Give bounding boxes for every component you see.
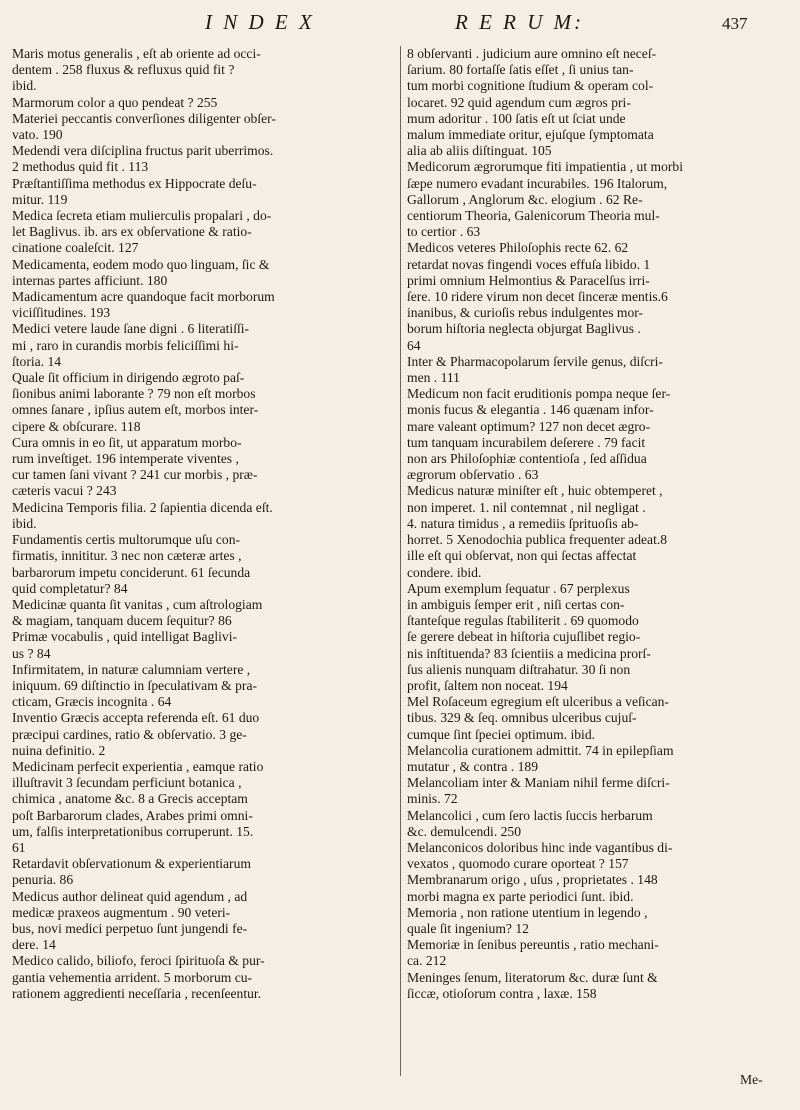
index-entry-line: rum inveſtiget. 196 intemperate viventes ,: [12, 451, 239, 467]
index-entry-line: Madicamentum acre quandoque facit morborum: [12, 289, 275, 305]
index-entry-line: alia ab aliis diſtinguat. 105: [407, 143, 552, 159]
index-entry: [12, 435, 393, 500]
index-entry-line: profit, ſaltem non noceat. 194: [407, 677, 568, 693]
index-entry: [12, 500, 393, 532]
index-entry-line: minis. 72: [407, 791, 458, 807]
running-header: [0, 10, 800, 44]
index-entry-line: Cura omnis in eo ſit, ut apparatum morbo-: [12, 434, 242, 450]
index-entry-line: non ars Philoſophiæ contentioſa , ſed aſſidua: [407, 451, 647, 467]
index-entry: [407, 694, 785, 743]
index-entry-line: dere. 14: [12, 937, 56, 953]
index-entry-line: Fundamentis certis multorumque uſu con-: [12, 532, 241, 548]
index-entry-line: nis inſtituenda? 83 ſcientiis a medicina prorſ-: [407, 645, 651, 661]
index-entry-line: 61: [12, 839, 26, 855]
index-entry-line: penuria. 86: [12, 872, 74, 888]
index-entry: [12, 629, 393, 661]
index-entry-line: mitur. 119: [12, 191, 68, 207]
index-entry-line: cticam, Græcis incognita . 64: [12, 694, 172, 710]
index-entry-line: &c. demulcendi. 250: [407, 823, 522, 839]
index-entry: [407, 581, 785, 694]
index-entry: [12, 710, 393, 759]
index-entry-line: & magiam, tanquam ducem ſequitur? 86: [12, 613, 232, 629]
index-entry-line: vexatos , quomodo curare oporteat ? 157: [407, 856, 629, 872]
index-entry: [407, 159, 785, 240]
index-entry: [12, 143, 393, 175]
index-entry-line: gantia vehementia arrident. 5 morborum cu-: [12, 969, 253, 985]
index-entry-line: firmatis, innititur. 3 nec non cæteræ artes ,: [12, 548, 242, 564]
index-column-right: [407, 46, 785, 1086]
index-entry: [407, 808, 785, 840]
index-entry-line: ſionibus animi laborante ? 79 non eſt morbos: [12, 386, 256, 402]
index-entry-line: let Baglivus. ib. ars ex obſervatione & ratio-: [12, 224, 252, 240]
index-entry-line: Melancoliam inter & Maniam nihil ferme diſcri-: [407, 775, 670, 791]
index-entry-line: 8 obſervanti . judicium aure omnino eſt neceſ-: [407, 46, 657, 61]
index-entry-line: Medici vetere laude ſane digni . 6 literatiſſi-: [12, 321, 250, 337]
index-entry-line: Infirmitatem, in naturæ calumniam vertere ,: [12, 661, 251, 677]
index-entry: [407, 905, 785, 937]
index-entry-line: Medicus author delineat quid agendum , ad: [12, 888, 248, 904]
index-entry-line: primi omnium Helmontius & Paracelſus irri-: [407, 272, 650, 288]
index-entry: [12, 759, 393, 856]
column-divider: [400, 46, 401, 1076]
index-entry: [12, 532, 393, 597]
index-entry-line: Medicorum ægrorumque fiti impatientia , ut morbi: [407, 159, 683, 175]
index-entry-line: us ? 84: [12, 645, 51, 661]
index-entry-line: ſus alienis nunquam diſtrahatur. 30 ſi non: [407, 661, 631, 677]
index-entry-line: Medico calido, biliofo, feroci ſpirituoſa & pur-: [12, 953, 265, 969]
index-entry-line: Marmorum color a quo pendeat ? 255: [12, 94, 218, 110]
index-entry-line: locaret. 92 quid agendum cum ægros pri-: [407, 94, 631, 110]
index-entry-line: malum immediate oritur, ejuſque ſymptomata: [407, 127, 654, 143]
index-entry-line: cæteris vacui ? 243: [12, 483, 117, 499]
index-entry-line: Gallorum , Anglorum &c. elogium . 62 Re-: [407, 191, 643, 207]
index-entry: [12, 370, 393, 435]
index-entry-line: Primæ vocabulis , quid intelligat Baglivi-: [12, 629, 238, 645]
index-entry-line: Medicinam perfecit experientia , eamque ratio: [12, 758, 264, 774]
page-number: 437: [722, 14, 748, 33]
index-entry-line: ægrorum obſervatio . 63: [407, 467, 539, 483]
index-entry: [407, 840, 785, 872]
index-entry-line: retardat novas fingendi voces effuſa libido. 1: [407, 256, 651, 272]
index-entry-line: Medendi vera diſciplina fructus parit uberrimos.: [12, 143, 274, 159]
index-entry-line: Meninges ſenum, literatorum &c. duræ ſunt &: [407, 969, 658, 985]
index-entry-line: cipere & obſcurare. 118: [12, 418, 141, 434]
index-entry-line: Melanconicos doloribus hinc inde vagantibus di-: [407, 839, 673, 855]
index-entry-line: borum hiſtoria neglecta objurgat Baglivus .: [407, 321, 641, 337]
index-entry-line: ſæpe numero evadant incurabiles. 196 Italorum,: [407, 175, 668, 191]
index-entry-line: cinatione coaleſcit. 127: [12, 240, 139, 256]
index-entry-line: Medicum non facit eruditionis pompa neque ſer-: [407, 386, 671, 402]
index-entry-line: condere. ibid.: [407, 564, 482, 580]
index-entry-line: cur tamen ſani vivant ? 241 cur morbis , præ-: [12, 467, 258, 483]
index-entry-line: inanibus, & curioſis rebus indulgentes mor-: [407, 305, 644, 321]
index-entry: [12, 597, 393, 629]
index-entry-line: 4. natura timidus , a remediis ſprituoſis ab-: [407, 515, 639, 531]
index-entry-line: Medicos veteres Philoſophis recte 62. 62: [407, 240, 629, 256]
index-entry: [12, 176, 393, 208]
index-entry-line: quid completatur? 84: [12, 580, 128, 596]
index-entry-line: morbi magna ex parte periodici ſunt. ibid.: [407, 888, 634, 904]
index-entry: [12, 111, 393, 143]
index-entry: [12, 208, 393, 257]
index-entry-line: rationem aggredienti neceſſaria , recenſeentur.: [12, 985, 262, 1001]
index-entry-line: ſe gerere debeat in hiſtoria cujuſlibet regio-: [407, 629, 641, 645]
index-entry-line: mi , raro in curandis morbis feliciſſimi hi-: [12, 337, 239, 353]
index-entry-line: ſarium. 80 fortaſſe ſatis eſſet , ſi unius tan-: [407, 62, 634, 78]
index-entry: [407, 240, 785, 353]
index-entry-line: tum morbi cognitione ſtudium & operam col-: [407, 78, 654, 94]
index-entry-line: monis fucus & elegantia . 146 quænam infor-: [407, 402, 654, 418]
index-entry-line: Medicus naturæ miniſter eſt , huic obtemperet ,: [407, 483, 663, 499]
index-entry-line: Medicamenta, eodem modo quo linguam, ſic &: [12, 256, 270, 272]
index-entry-line: nuina definitio. 2: [12, 742, 106, 758]
index-entry-line: Maris motus generalis , eſt ab oriente ad occi-: [12, 46, 261, 61]
index-entry: [407, 46, 785, 159]
index-entry: [407, 970, 785, 1002]
index-entry-line: barbarorum impetu conciderunt. 61 ſecunda: [12, 564, 251, 580]
index-entry-line: chimica , anatome &c. 8 a Grecis acceptam: [12, 791, 248, 807]
index-entry-line: Apum exemplum ſequatur . 67 perplexus: [407, 580, 630, 596]
index-entry-line: mare valeant optimum? 127 non decet ægro-: [407, 418, 651, 434]
index-entry-line: Materiei peccantis converſiones diligenter obſer-: [12, 110, 276, 126]
index-entry-line: Memoriæ in ſenibus pereuntis , ratio mechani-: [407, 937, 659, 953]
index-entry-line: in ambiguis ſemper erit , niſi certas con-: [407, 596, 625, 612]
index-entry-line: dentem . 258 fluxus & refluxus quid fit ?: [12, 62, 235, 78]
index-entry: [407, 937, 785, 969]
index-entry-line: internas partes afficiunt. 180: [12, 272, 168, 288]
index-entry-line: Medicina Temporis filia. 2 ſapientia dicenda eſt.: [12, 499, 273, 515]
index-entry-line: Retardavit obſervationum & experientiarum: [12, 856, 251, 872]
index-entry-line: centiorum Theoria, Galenicorum Theoria mul-: [407, 208, 660, 224]
index-entry: [407, 386, 785, 483]
index-entry-line: 64: [407, 337, 421, 353]
index-entry-line: tum tanquam incurabilem deſerere . 79 facit: [407, 434, 646, 450]
index-entry: [407, 743, 785, 775]
index-entry-line: Inter & Pharmacopolarum ſervile genus, diſcri-: [407, 353, 663, 369]
index-entry-line: iniquum. 69 diſtinctio in ſpeculativam & pra-: [12, 677, 258, 693]
index-entry-line: bus, novi medici perpetuo ſunt jungendi fe-: [12, 920, 248, 936]
index-entry-line: Quale ſit officium in dirigendo ægroto paſ-: [12, 370, 245, 386]
index-entry-line: cumque ſint ſpeciei optimum. ibid.: [407, 726, 596, 742]
header-index-title: I N D E X: [205, 10, 315, 34]
index-entry-line: ſtoria. 14: [12, 353, 62, 369]
index-column-left: [12, 46, 393, 1086]
index-entry-line: illuſtravit 3 ſecundam perficiunt botanica ,: [12, 775, 242, 791]
index-entry-line: ille eſt qui obſervat, non qui ſectas affectat: [407, 548, 637, 564]
index-entry-line: non imperet. 1. nil contemnat , nil negligat .: [407, 499, 646, 515]
index-entry: [407, 872, 785, 904]
index-entry-line: mum adoritur . 100 ſatis eſt ut ſciat unde: [407, 110, 626, 126]
index-entry-line: tibus. 329 & ſeq. omnibus ulceribus cujuſ-: [407, 710, 637, 726]
index-entry-line: 2 methodus quid fit . 113: [12, 159, 149, 175]
index-entry: [407, 483, 785, 580]
index-entry-line: Melancolici , cum ſero lactis ſuccis herbarum: [407, 807, 653, 823]
index-entry-line: Inventio Græcis accepta referenda eſt. 61 duo: [12, 710, 260, 726]
index-entry-line: Memoria , non ratione utentium in legendo ,: [407, 904, 648, 920]
index-entry-line: men . 111: [407, 370, 460, 386]
index-entry-line: ca. 212: [407, 953, 447, 969]
index-entry: [12, 321, 393, 370]
index-entry-line: quale ſit ingenium? 12: [407, 920, 529, 936]
index-entry-line: poſt Barbarorum clades, Arabes primi omni-: [12, 807, 253, 823]
index-entry: [12, 662, 393, 711]
index-entry-line: horret. 5 Xenodochia publica frequenter adeat.8: [407, 532, 668, 548]
index-entry-line: to certior . 63: [407, 224, 481, 240]
index-entry-line: Medicinæ quanta ſit vanitas , cum aſtrologiam: [12, 596, 263, 612]
index-entry: [12, 289, 393, 321]
index-entry: [12, 95, 393, 111]
index-entry-line: omnes ſanare , ipſius autem eſt, morbos inter-: [12, 402, 259, 418]
index-entry: [407, 775, 785, 807]
index-entry-line: Melancolia curationem admittit. 74 in epilepſiam: [407, 742, 674, 758]
index-entry-line: Medica ſecreta etiam mulierculis propalari , do-: [12, 208, 272, 224]
index-entry: [12, 856, 393, 888]
index-entry-line: præcipui cardines, ratio & obſervatio. 3 ge-: [12, 726, 247, 742]
index-entry-line: Membranarum origo , uſus , proprietates . 148: [407, 872, 658, 888]
index-entry: [12, 889, 393, 954]
index-entry-line: ibid.: [12, 78, 37, 94]
catchword: Me-: [740, 1072, 763, 1087]
index-entry: [12, 953, 393, 1002]
index-entry-line: vato. 190: [12, 127, 63, 143]
index-entry-line: um, falſis interpretationibus corruperunt. 15.: [12, 823, 254, 839]
index-entry-line: ibid.: [12, 515, 37, 531]
index-entry-line: Mel Roſaceum egregium eſt ulceribus a veſican-: [407, 694, 669, 710]
index-entry-line: mutatur , & contra . 189: [407, 758, 538, 774]
index-entry-line: viciſſitudines. 193: [12, 305, 111, 321]
index-entry-line: ſtanteſque regulas ſtabiliterit . 69 quomodo: [407, 613, 639, 629]
index-entry-line: ſiccæ, otioſorum contra , laxæ. 158: [407, 985, 597, 1001]
index-entry: [12, 257, 393, 289]
index-entry: [12, 46, 393, 95]
header-rerum-title: R E R U M:: [455, 10, 585, 34]
index-entry-line: Præſtantiſſima methodus ex Hippocrate deſu-: [12, 175, 257, 191]
index-entry-line: ſere. 10 ridere virum non decet ſinceræ mentis.6: [407, 289, 668, 305]
index-entry: [407, 354, 785, 386]
index-entry-line: medicæ praxeos augmentum . 90 veteri-: [12, 904, 231, 920]
